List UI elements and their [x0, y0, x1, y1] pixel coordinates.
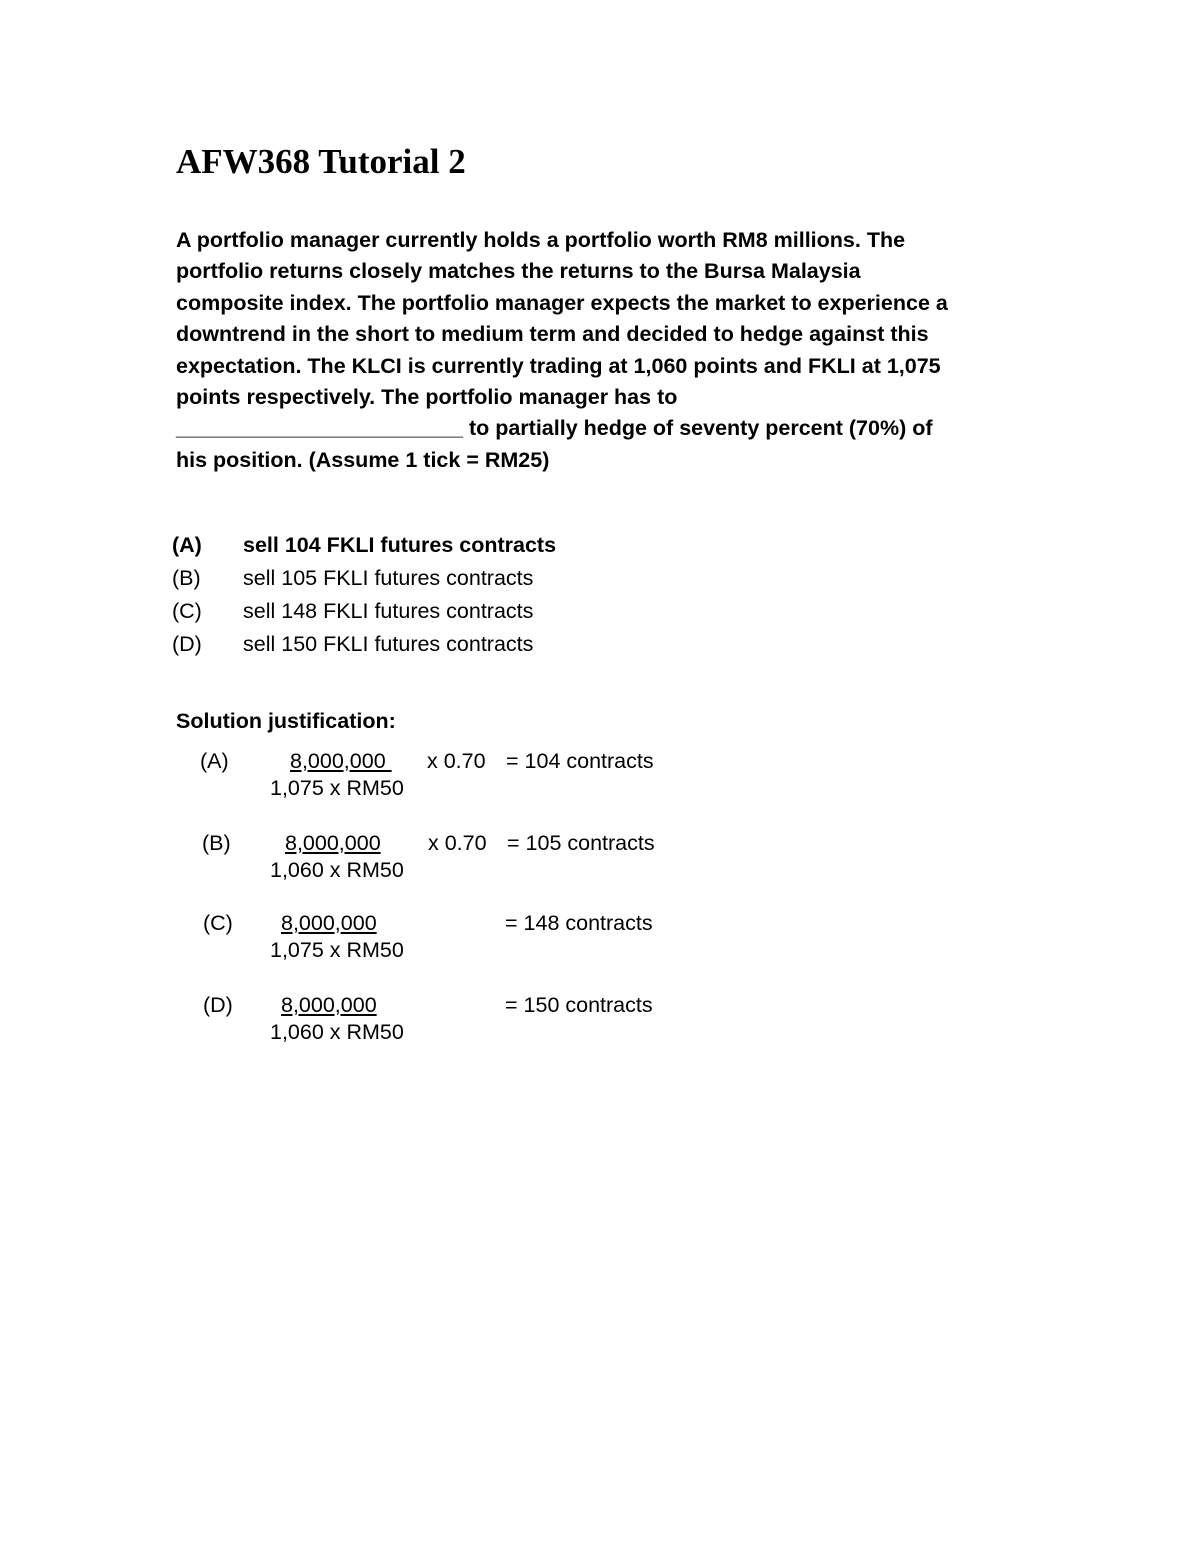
solution-result: = 105 contracts	[507, 831, 655, 855]
solution-denominator: 1,060 x RM50	[270, 1020, 404, 1044]
option-letter: (B)	[172, 566, 201, 590]
option-letter: (C)	[172, 599, 202, 623]
option-text: sell 105 FKLI futures contracts	[243, 566, 534, 590]
solution-denominator: 1,075 x RM50	[270, 938, 404, 962]
solution-letter: (D)	[203, 993, 233, 1017]
question-line: portfolio returns closely matches the returns to the Bursa Malaysia	[176, 259, 861, 284]
option-text: sell 148 FKLI futures contracts	[243, 599, 534, 623]
solution-numerator: 8,000,000	[285, 831, 381, 855]
solution-multiplier: x 0.70	[428, 831, 487, 855]
solution-letter: (B)	[202, 831, 231, 855]
solution-denominator: 1,075 x RM50	[270, 776, 404, 800]
question-line: ________________________ to partially hedge of seventy percent (70%) of	[176, 416, 933, 441]
solution-letter: (C)	[203, 911, 233, 935]
question-line: composite index. The portfolio manager expects the market to experience a	[176, 290, 948, 315]
question-line: downtrend in the short to medium term and decided to hedge against this	[176, 322, 929, 347]
option-letter: (D)	[172, 632, 202, 656]
question-line: expectation. The KLCI is currently trading at 1,060 points and FKLI at 1,075	[176, 353, 941, 378]
solution-result: = 148 contracts	[505, 911, 653, 935]
solution-numerator: 8,000,000	[290, 749, 392, 773]
option-text: sell 150 FKLI futures contracts	[243, 632, 534, 656]
question-line: A portfolio manager currently holds a portfolio worth RM8 millions. The	[176, 228, 906, 252]
solution-denominator: 1,060 x RM50	[270, 858, 404, 882]
question-text	[176, 225, 948, 476]
question-line: points respectively. The portfolio manager has to	[176, 384, 678, 409]
solution-result: = 104 contracts	[506, 749, 654, 773]
option-text: sell 104 FKLI futures contracts	[243, 533, 557, 557]
solution-heading: Solution justification:	[176, 709, 396, 733]
solution-result: = 150 contracts	[505, 993, 653, 1017]
option-letter: (A)	[172, 533, 202, 557]
solution-numerator: 8,000,000	[281, 993, 377, 1017]
solution-letter: (A)	[200, 749, 229, 773]
solution-numerator: 8,000,000	[281, 911, 377, 935]
page-title: AFW368 Tutorial 2	[176, 142, 466, 181]
question-line: his position. (Assume 1 tick = RM25)	[176, 447, 550, 472]
solution-multiplier: x 0.70	[427, 749, 486, 773]
